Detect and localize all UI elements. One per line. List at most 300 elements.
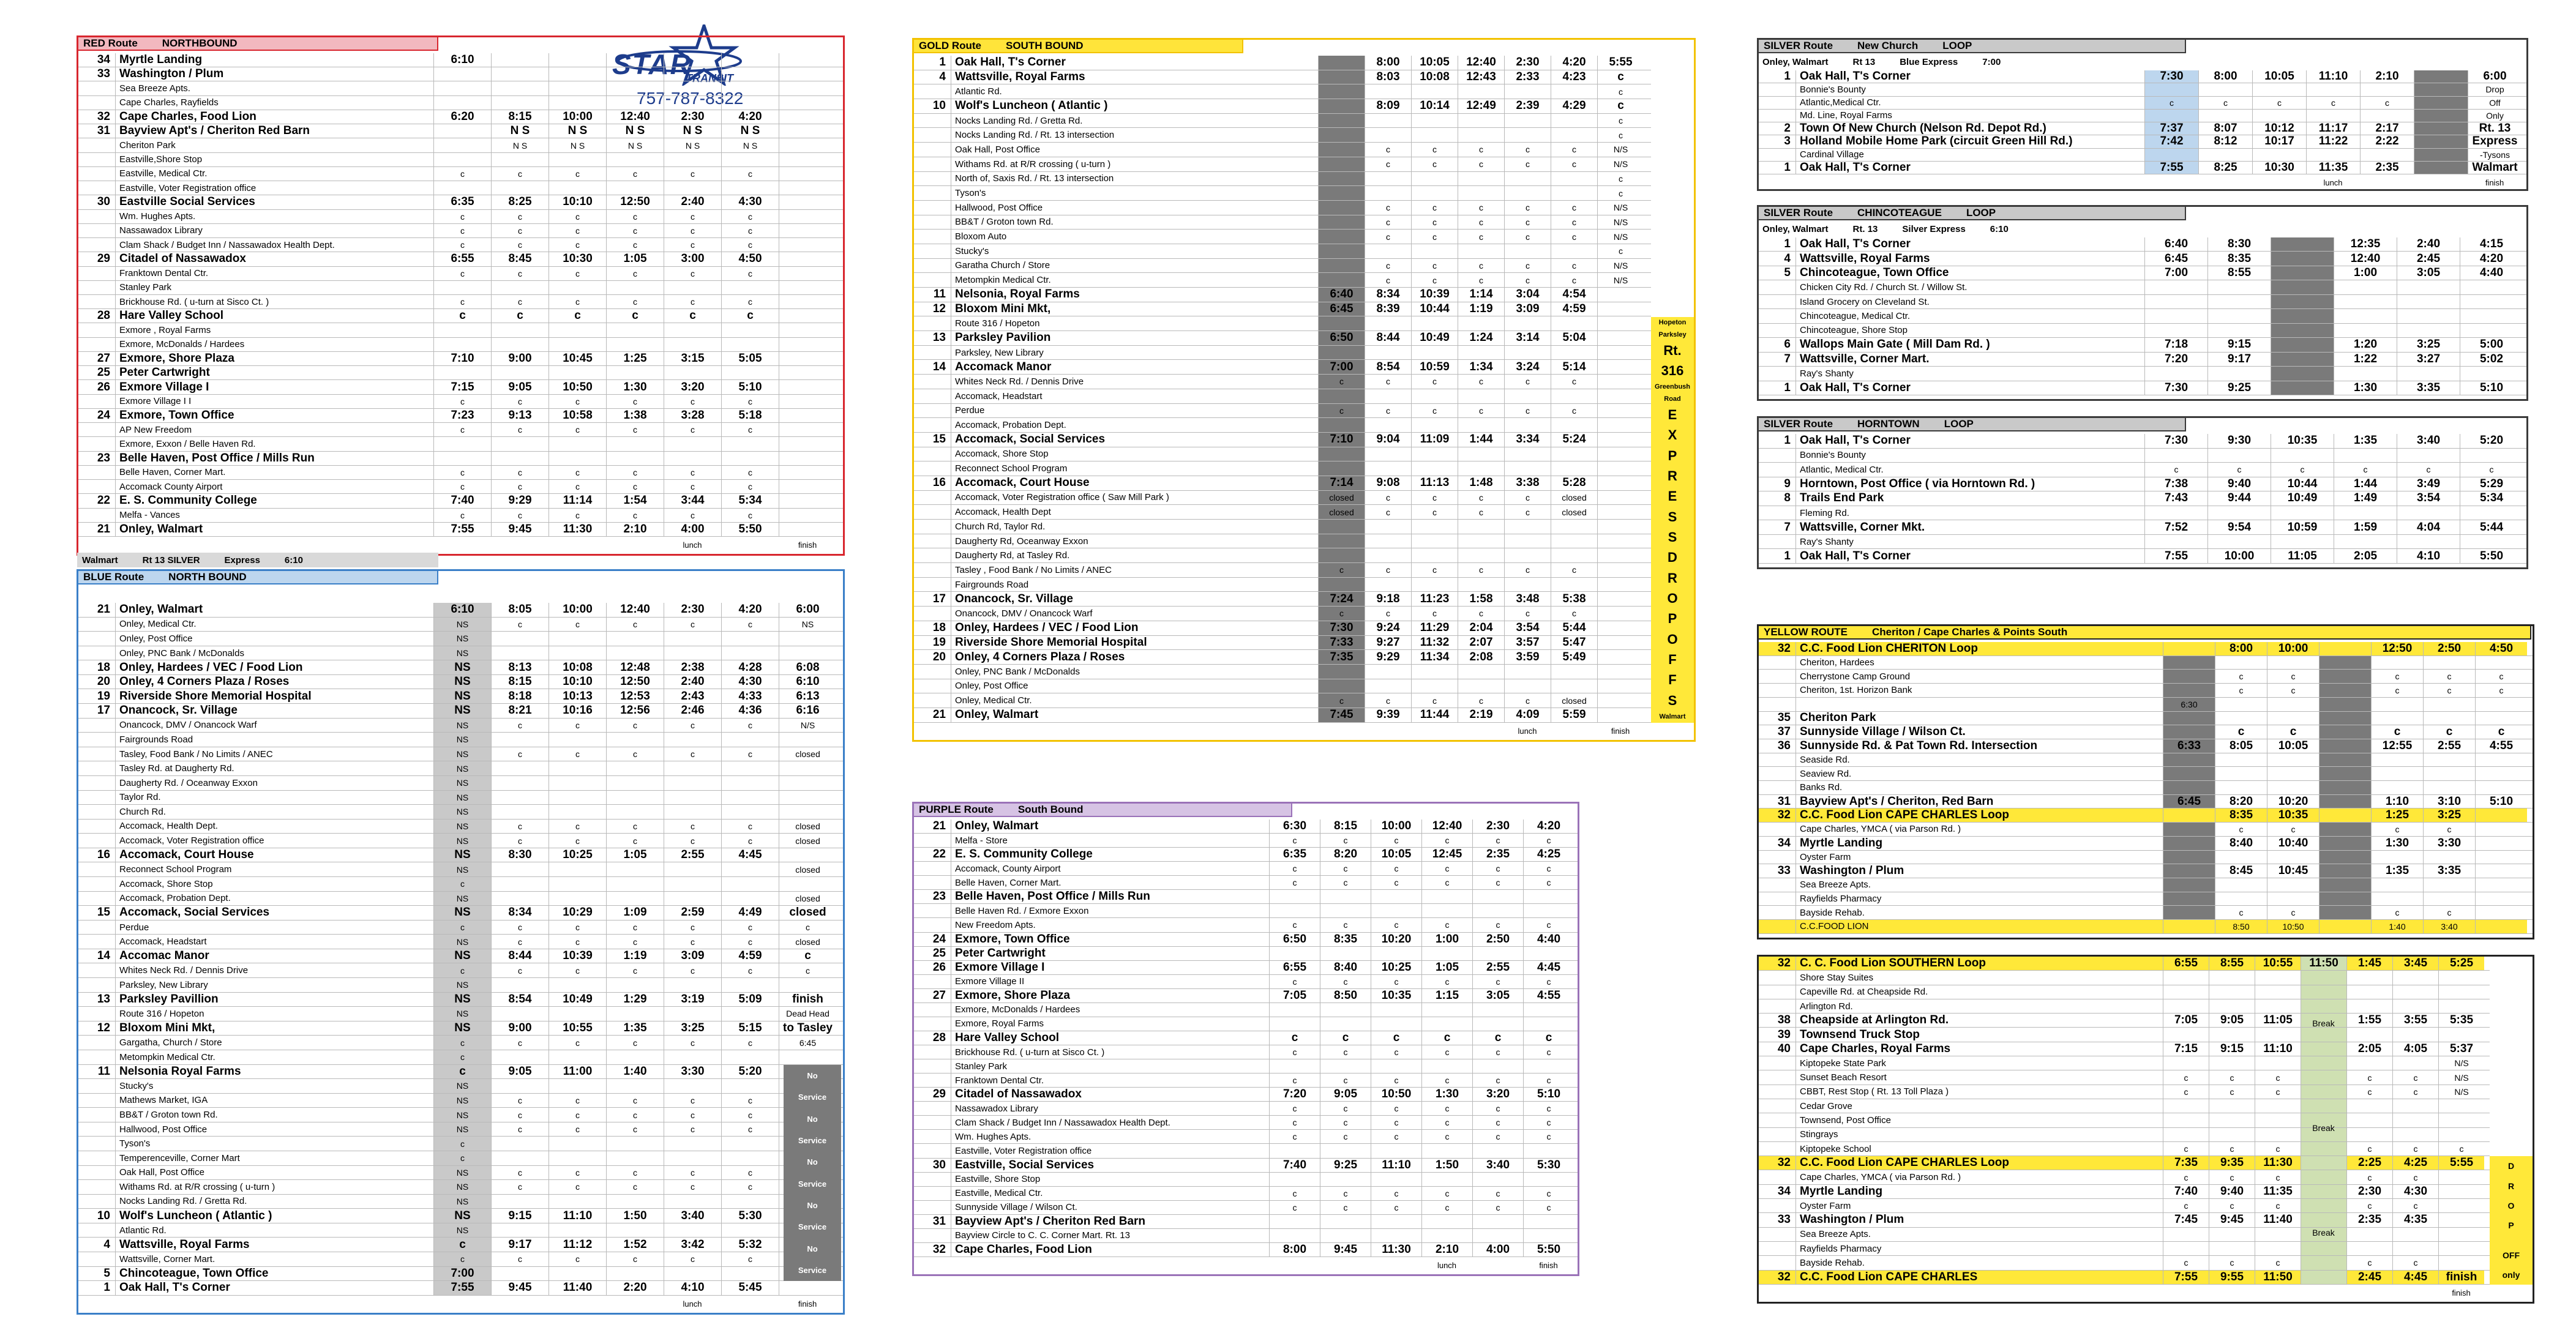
departure-time (2438, 1213, 2484, 1227)
departure-time: c (549, 295, 606, 308)
schedule-row (1759, 712, 2533, 726)
departure-time (2215, 851, 2267, 864)
departure-time (2475, 656, 2527, 670)
departure-time: c (1371, 1201, 1421, 1214)
departure-time: c (2215, 725, 2267, 739)
schedule-row (914, 99, 1651, 114)
departure-time: c (1551, 201, 1597, 215)
schedule-row (1759, 795, 2533, 809)
stop-number (914, 1130, 951, 1143)
departure-time: 9:05 (2209, 1014, 2255, 1027)
departure-time: c (664, 1036, 721, 1050)
schedule-row (1759, 1128, 2490, 1142)
departure-time (491, 181, 549, 195)
stop-name: Chicken City Rd. / Church St. / Willow St. (1795, 280, 2144, 294)
stop-name: Bonnie's Bounty (1795, 83, 2144, 95)
departure-time (2319, 712, 2371, 725)
departure-time: c (606, 1180, 664, 1194)
departure-time: 3:42 (664, 1238, 721, 1252)
departure-time: 5:38 (1551, 592, 1597, 606)
departure-time (779, 776, 836, 790)
schedule-row (1759, 698, 2533, 712)
departure-time: 6:45 (779, 1036, 836, 1050)
stop-number (1759, 781, 1795, 794)
departure-time: c (1411, 201, 1458, 215)
departure-time: 4:45 (1523, 961, 1574, 974)
departure-time: N S (664, 138, 721, 152)
service-label: No (807, 1070, 818, 1080)
departure-time (1411, 186, 1458, 200)
departure-time (1269, 1215, 1320, 1228)
departure-time: 5:30 (1523, 1159, 1574, 1172)
departure-time (1597, 534, 1644, 548)
stop-name: Accomack, Headstart (951, 389, 1318, 403)
departure-time: NS (433, 1079, 491, 1093)
schedule-row (1759, 506, 2526, 521)
departure-time: 7:52 (2144, 520, 2207, 534)
stop-number: 21 (97, 522, 110, 536)
departure-time (779, 366, 836, 379)
schedule-row (1759, 309, 2526, 323)
departure-time (491, 805, 549, 819)
departure-time (2144, 309, 2207, 323)
departure-time: 6:10 (433, 53, 491, 67)
departure-time: c (549, 834, 606, 848)
red-route-panel (77, 35, 845, 556)
departure-time: c (2475, 684, 2527, 697)
departure-time: c (2255, 1070, 2301, 1084)
departure-time: 12:45 (1421, 848, 1472, 861)
departure-time: c (491, 920, 549, 935)
departure-time (664, 761, 721, 775)
stop-number: 15 (97, 906, 110, 919)
departure-time: c (1411, 693, 1458, 708)
departure-time (1411, 172, 1458, 186)
departure-time (2306, 149, 2360, 161)
departure-time (2371, 698, 2423, 711)
stop-name: Daugherty Rd, Oceanway Exxon (951, 534, 1318, 548)
stop-number (1759, 309, 1795, 323)
schedule-row (914, 404, 1651, 419)
departure-time: c (2215, 823, 2267, 836)
stop-number: 23 (932, 890, 946, 903)
departure-time: 11:50 (2301, 957, 2346, 970)
stop-name: Bloxom Mini Mkt, (951, 302, 1318, 316)
departure-time (2271, 266, 2334, 280)
departure-time: 8:09 (1365, 99, 1411, 113)
departure-time: c (664, 509, 721, 522)
departure-time: 1:35 (2334, 434, 2397, 448)
stop-name: Brickhouse Rd. ( u-turn at Sisco Ct. ) (951, 1045, 1269, 1059)
departure-time: NS (433, 1007, 491, 1021)
departure-time (721, 338, 779, 351)
departure-time: c (606, 210, 664, 223)
departure-time: 3:25 (2423, 808, 2475, 822)
stop-number (914, 404, 951, 418)
departure-time: 4:30 (721, 675, 779, 689)
departure-time (549, 632, 606, 646)
departure-time: 2:30 (2346, 1185, 2392, 1198)
stop-name: Eastville, Social Services (951, 1159, 1269, 1172)
stop-name: Franktown Dental Ctr. (951, 1073, 1269, 1087)
stop-number: 24 (97, 408, 110, 422)
stop-name: Cheriton, 1st. Horizon Bank (1795, 684, 2163, 697)
route-title-bar (77, 36, 438, 51)
departure-time (721, 323, 779, 337)
stop-name: Accomack, Voter Registration office (115, 834, 433, 848)
departure-time: 9:54 (2207, 520, 2271, 534)
departure-time (2460, 367, 2523, 380)
stop-number (78, 1223, 115, 1238)
stop-number (78, 1007, 115, 1021)
stop-number (914, 693, 951, 708)
departure-time: 6:08 (779, 660, 836, 674)
departure-time: c (2209, 1085, 2255, 1099)
departure-time: closed (1318, 491, 1365, 505)
departure-time: c (1472, 918, 1523, 932)
departure-time: 4:20 (721, 603, 779, 617)
departure-time: 12:55 (2371, 739, 2423, 753)
departure-time: c (721, 480, 779, 493)
stop-number (914, 548, 951, 562)
departure-time: c (1365, 215, 1411, 230)
departure-time: 3:09 (664, 949, 721, 963)
schedule-row (914, 1045, 1578, 1059)
stop-name: Wattsville, Royal Farms (1795, 252, 2144, 265)
departure-time: 8:21 (491, 704, 549, 718)
schedule-row (1759, 477, 2526, 492)
stop-name: Tasley , Food Bank / No Limits / ANEC (951, 563, 1318, 577)
stop-number: 31 (932, 1214, 946, 1228)
schedule-row (78, 618, 843, 632)
schedule-row (914, 534, 1651, 549)
no-service-column (784, 1065, 841, 1282)
departure-time (1472, 1215, 1523, 1228)
departure-time (491, 877, 549, 891)
departure-time: c (1504, 201, 1551, 215)
schedule-row (1759, 149, 2526, 162)
departure-time (2346, 1056, 2392, 1070)
schedule-grid (1759, 957, 2490, 1288)
departure-time (721, 281, 779, 294)
departure-time: c (433, 1050, 491, 1064)
departure-time: 3:54 (1504, 621, 1551, 635)
departure-time: 5:10 (2475, 795, 2527, 808)
schedule-row (1759, 434, 2526, 449)
silver-newchurch-panel (1757, 38, 2528, 191)
column-note: finish (798, 1299, 817, 1309)
departure-time: c (491, 509, 549, 522)
departure-time: 7:33 (1318, 636, 1365, 650)
departure-time: NS (433, 949, 491, 963)
departure-time: 9:05 (1320, 1088, 1371, 1101)
stop-number (1759, 878, 1795, 892)
departure-time (1411, 578, 1458, 592)
schedule-row (78, 1094, 843, 1108)
departure-time (549, 96, 606, 110)
departure-time: NS (433, 834, 491, 848)
departure-time (2163, 1242, 2209, 1255)
stop-name: Myrtle Landing (1795, 837, 2163, 850)
departure-time (2423, 712, 2475, 725)
departure-time: 2:35 (2360, 162, 2414, 174)
schedule-row (1759, 520, 2526, 535)
departure-time: c (433, 1065, 491, 1079)
departure-time (1269, 1017, 1320, 1031)
departure-time: 3:24 (1504, 360, 1551, 374)
strip-letter: Parksley (1658, 330, 1687, 338)
stop-number (1759, 906, 1795, 919)
departure-time (549, 323, 606, 337)
schedule-row (1759, 920, 2533, 934)
departure-time (2334, 535, 2397, 549)
departure-time (2475, 808, 2527, 822)
stop-name: Accomack, County Airport (951, 862, 1269, 875)
departure-time: 2:10 (1421, 1243, 1472, 1256)
stop-number: 17 (932, 592, 946, 605)
stop-name: Melfa - Store (951, 834, 1269, 847)
departure-time: c (1269, 1073, 1320, 1087)
departure-time: NS (433, 1094, 491, 1108)
departure-time: closed (1551, 693, 1597, 708)
departure-time (2346, 1099, 2392, 1113)
stop-number: 32 (1759, 808, 1795, 822)
departure-time: c (1421, 1102, 1472, 1115)
stop-name: E. S. Community College (115, 494, 433, 507)
departure-time (721, 776, 779, 790)
stop-name: Oak Hall, T's Corner (1795, 381, 2144, 395)
departure-time: 7:38 (2144, 477, 2207, 491)
route-title-text: RED Route (83, 37, 138, 49)
departure-time: 1:35 (2371, 864, 2423, 878)
route-sub-header (1758, 222, 2186, 236)
departure-time (2346, 1113, 2392, 1127)
route-sub-text: Silver Express (1902, 223, 1966, 234)
stop-name: Cape Charles, Food Lion (951, 1243, 1269, 1256)
departure-time: 8:50 (2215, 920, 2267, 933)
departure-time: 8:13 (491, 660, 549, 674)
departure-time: N S (721, 124, 779, 138)
schedule-grid (78, 53, 843, 540)
departure-time: NS (433, 1166, 491, 1180)
departure-time (2144, 324, 2207, 337)
schedule-row (78, 509, 843, 523)
schedule-row (1759, 1170, 2490, 1184)
stop-number (78, 181, 115, 195)
departure-time: 8:12 (2198, 135, 2252, 147)
departure-time (1551, 548, 1597, 562)
departure-time (1318, 84, 1365, 99)
departure-time: c (1504, 607, 1551, 621)
departure-time (2267, 851, 2319, 864)
stop-number (914, 1173, 951, 1186)
departure-time: c (2346, 1085, 2392, 1099)
schedule-row (78, 423, 843, 437)
departure-time: c (2255, 1085, 2301, 1099)
departure-time: c (1371, 1073, 1421, 1087)
departure-time: 4:20 (1523, 820, 1574, 833)
departure-time: c (2255, 1170, 2301, 1184)
departure-time (2267, 753, 2319, 767)
departure-time: NS (433, 675, 491, 689)
stop-number: 1 (1784, 161, 1791, 174)
departure-time (2144, 506, 2207, 520)
departure-time (779, 67, 836, 81)
stop-number: 40 (1777, 1042, 1791, 1055)
departure-time: 11:00 (549, 1065, 606, 1079)
stop-number (78, 1166, 115, 1180)
departure-time: c (1320, 1102, 1371, 1115)
departure-time: 11:13 (1411, 476, 1458, 490)
departure-time (1597, 447, 1644, 461)
stop-number: 26 (97, 380, 110, 394)
schedule-row (1759, 878, 2533, 892)
departure-time (606, 978, 664, 992)
departure-time (1411, 114, 1458, 128)
departure-time (1551, 461, 1597, 476)
stop-number (78, 719, 115, 733)
stop-name: Hare Valley School (951, 1031, 1269, 1045)
departure-time (779, 380, 836, 394)
departure-time: 5:14 (1551, 360, 1597, 374)
departure-time: c (2207, 463, 2271, 477)
departure-time: c (2397, 463, 2460, 477)
departure-time (664, 892, 721, 906)
departure-time: 9:13 (491, 409, 549, 422)
schedule-row (914, 1116, 1578, 1130)
departure-time (1458, 447, 1504, 461)
departure-time (2319, 739, 2371, 753)
departure-time (2460, 309, 2523, 323)
departure-time (721, 761, 779, 775)
departure-time: NS (433, 892, 491, 906)
departure-time (664, 53, 721, 67)
departure-time: 5:35 (2438, 1014, 2484, 1027)
stop-name: Belle Haven, Corner Mart. (951, 876, 1269, 889)
departure-time (1318, 389, 1365, 403)
stop-name: Sea Breeze Apts. (115, 81, 433, 95)
departure-time (2334, 295, 2397, 308)
departure-time: NS (433, 791, 491, 805)
schedule-row (78, 409, 843, 423)
departure-time: 10:35 (2267, 808, 2319, 822)
departure-time (2198, 110, 2252, 122)
departure-time (664, 776, 721, 790)
departure-time (664, 81, 721, 95)
stop-name: Mathews Market, IGA (115, 1094, 433, 1108)
departure-time (2207, 309, 2271, 323)
departure-time: 3:30 (2423, 837, 2475, 850)
schedule-row (1759, 656, 2533, 670)
departure-time: c (721, 834, 779, 848)
departure-time (2414, 97, 2468, 109)
departure-time: NS (433, 660, 491, 674)
strip-letter: only (2502, 1269, 2520, 1280)
stop-number (914, 1144, 951, 1157)
departure-time (2163, 920, 2215, 933)
strip-letter: P (2508, 1220, 2514, 1231)
departure-time (1504, 548, 1551, 562)
schedule-row (914, 1073, 1578, 1088)
departure-time: 2:10 (606, 523, 664, 536)
departure-time: 3:35 (2423, 864, 2475, 878)
departure-time: 5:49 (1551, 650, 1597, 664)
departure-time: 9:45 (1320, 1243, 1371, 1256)
strip-letter: P (1668, 611, 1677, 627)
departure-time: c (549, 1108, 606, 1122)
route-sub-header (1758, 54, 2186, 69)
departure-time (664, 805, 721, 819)
departure-time: c (549, 1180, 606, 1194)
stop-name: Oyster Farm (1795, 851, 2163, 864)
departure-time (779, 53, 836, 67)
departure-time: 11:35 (2306, 162, 2360, 174)
schedule-grid (1759, 642, 2533, 938)
strip-letter: O (1667, 591, 1678, 607)
departure-time: 4:59 (721, 949, 779, 963)
departure-time (491, 437, 549, 450)
departure-time: 9:25 (1320, 1159, 1371, 1172)
departure-time (1472, 1059, 1523, 1073)
departure-time (549, 1195, 606, 1209)
departure-time: 4:35 (2392, 1213, 2438, 1227)
departure-time: c (721, 167, 779, 181)
departure-time: 1:05 (606, 848, 664, 862)
departure-time (2255, 1228, 2301, 1241)
stop-name: Sunnyside Village / Wilson Ct. (1795, 725, 2163, 739)
departure-time (2209, 1242, 2255, 1255)
stop-number (78, 892, 115, 906)
stop-number (1759, 1070, 1795, 1084)
departure-time: 7:37 (2144, 122, 2198, 135)
departure-time (1318, 418, 1365, 432)
departure-time: c (549, 267, 606, 280)
departure-time (1472, 904, 1523, 917)
departure-time (1411, 84, 1458, 99)
departure-time (1551, 447, 1597, 461)
stop-name (1795, 698, 2163, 711)
schedule-row (78, 935, 843, 949)
schedule-row (914, 201, 1651, 215)
stop-name: Exmore Village II (951, 975, 1269, 988)
departure-time (1551, 534, 1597, 548)
departure-time: c (549, 820, 606, 834)
stop-number: 33 (97, 67, 110, 81)
stop-number (1759, 1256, 1795, 1269)
departure-time (2267, 892, 2319, 906)
stop-name: Onley, Post Office (115, 632, 433, 646)
departure-time (721, 892, 779, 906)
stop-name: BB&T / Groton town Rd. (951, 215, 1318, 230)
departure-time: c (1371, 1102, 1421, 1115)
schedule-row (1759, 70, 2526, 83)
departure-time: 7:35 (1318, 650, 1365, 664)
departure-time (1551, 128, 1597, 142)
stop-name: Onley, PNC Bank / McDonalds (951, 665, 1318, 679)
departure-time: c (1365, 201, 1411, 215)
route-title-text: LOOP (1944, 418, 1974, 430)
departure-time (1523, 1229, 1574, 1242)
departure-time: c (2267, 670, 2319, 683)
departure-time: NS (779, 618, 836, 632)
departure-time: c (2392, 1070, 2438, 1084)
stop-name: Myrtle Landing (1795, 1185, 2163, 1198)
schedule-row (78, 167, 843, 181)
stop-number: 1 (103, 1281, 110, 1294)
departure-time: closed (1318, 505, 1365, 519)
departure-time: c (721, 238, 779, 252)
departure-time: 2:50 (1472, 933, 1523, 946)
